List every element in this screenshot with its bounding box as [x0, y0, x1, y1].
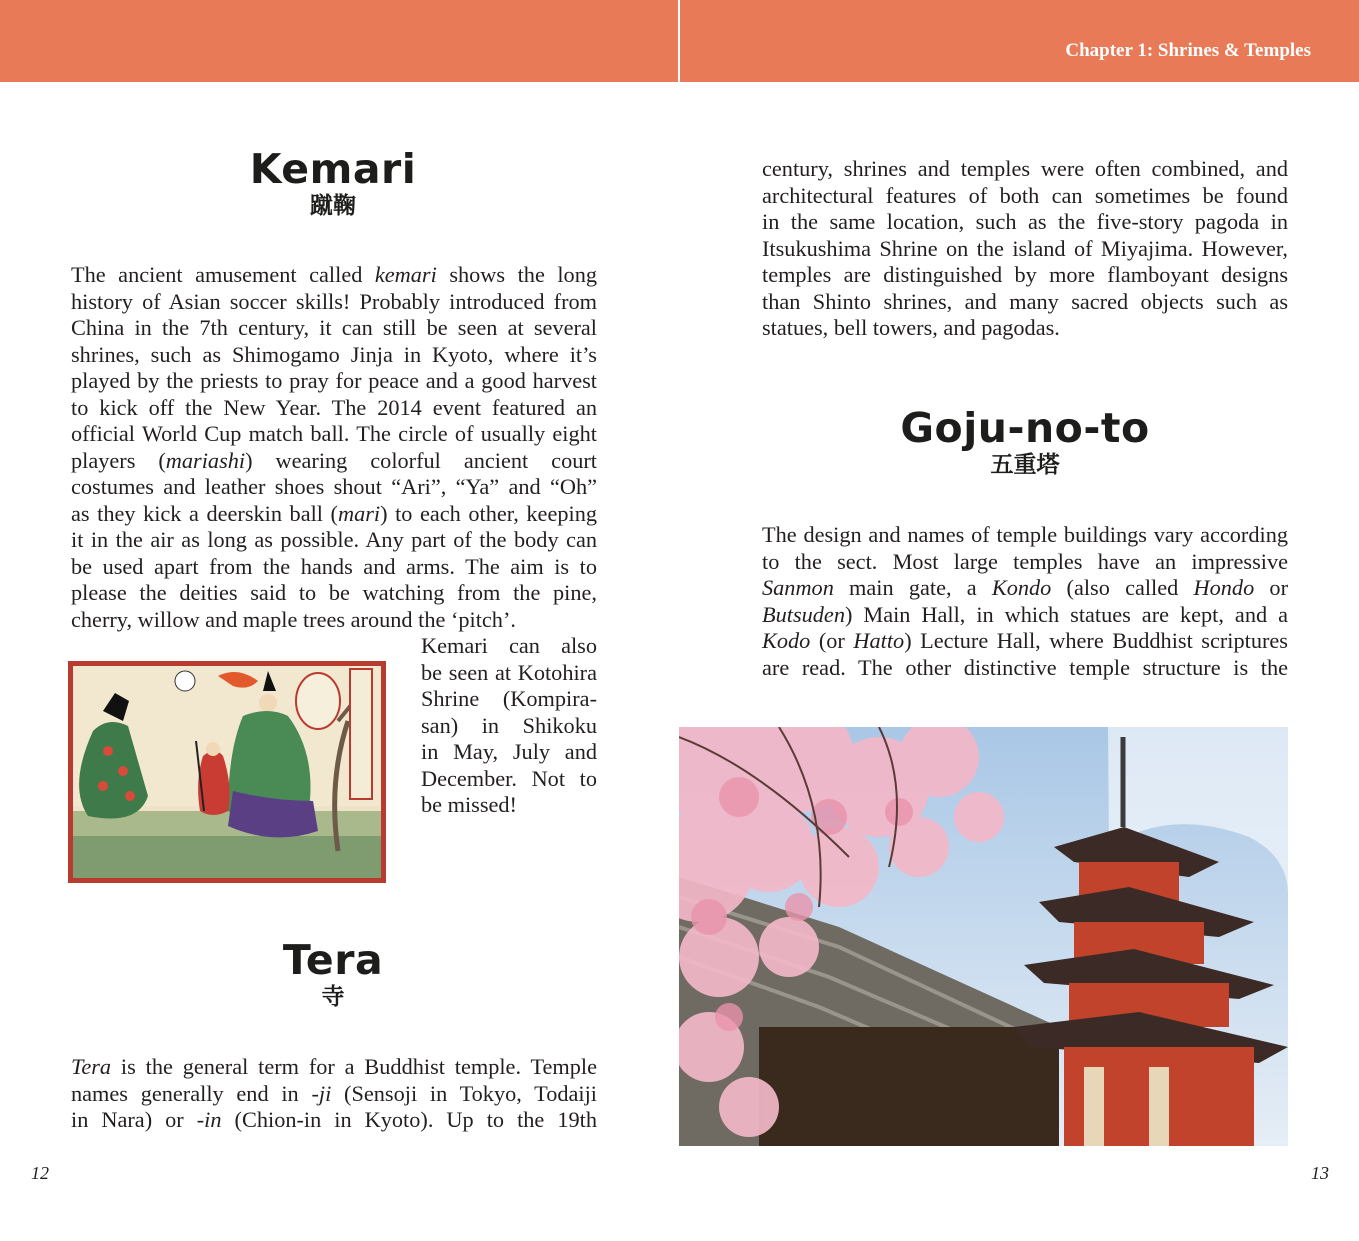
tera-heading: [168, 937, 498, 1011]
kemari-heading: [168, 146, 498, 220]
text-line: Kodo (or Hatto) Lecture Hall, where Buddhist scriptures: [762, 628, 1288, 653]
continued-paragraph: [762, 156, 1288, 342]
text-line: as they kick a deerskin ball (mari) to each other, keeping: [71, 500, 597, 526]
text-line: shrines, such as Shimogamo Jinja in Kyoto, where it’s: [71, 341, 597, 367]
text-line: century, shrines and temples were often combined, and: [762, 156, 1288, 181]
text-line: official World Cup match ball. The circle of usually eight: [71, 421, 597, 446]
tera-body: [71, 1054, 597, 1134]
tera-paragraph: [71, 1054, 597, 1134]
text-line: architectural features of both can sometimes be found: [762, 182, 1288, 208]
text-line: to the sect. Most large temples have an impressive: [762, 548, 1288, 574]
text-line: history of Asian soccer skills! Probably introduced from: [71, 288, 597, 314]
continued-body: [762, 156, 1288, 342]
text-line: China in the 7th century, it can still be seen at several: [71, 315, 597, 340]
text-line: please the deities said to be watching from the pine,: [71, 580, 597, 605]
text-line: played by the priests to pray for peace and a good harvest: [71, 368, 597, 393]
gojunoto-heading: [860, 405, 1190, 479]
text-line: The design and names of temple buildings vary according: [762, 522, 1288, 547]
text-line: than Shinto shrines, and many sacred objects such as: [762, 288, 1288, 314]
gojunoto-kanji: 五重塔: [990, 452, 1060, 478]
text-line: The ancient amusement called kemari shows the long: [71, 262, 598, 287]
pagoda-photo: [679, 727, 1288, 1146]
page-number-left: 12: [31, 1163, 49, 1183]
text-line: players (mariashi) wearing colorful ancient court: [71, 447, 597, 473]
gojunoto-body: [762, 522, 1288, 681]
text-line: be used apart from the hands and arms. The aim is to: [71, 553, 597, 579]
kemari-kanji: 蹴鞠: [310, 193, 356, 219]
text-line: in May, July and: [421, 739, 597, 764]
text-line: cherry, willow and maple trees around the ‘pitch’.: [71, 606, 516, 632]
text-line: Butsuden) Main Hall, in which statues are kept, and a: [762, 601, 1288, 627]
kemari-side-text: [421, 633, 597, 819]
text-line: temples are distinguished by more flamboyant designs: [762, 262, 1288, 287]
text-line: Tera is the general term for a Buddhist temple. Temple: [71, 1054, 597, 1079]
text-line: it in the air as long as possible. Any part of the body can: [71, 527, 597, 552]
text-line: Kemari can also: [421, 633, 597, 658]
gojunoto-title: Goju-no-to: [900, 404, 1150, 452]
page-number-right: 13: [1311, 1163, 1329, 1183]
text-line: be seen at Kotohira: [421, 659, 597, 685]
gojunoto-paragraph: [762, 522, 1288, 681]
kemari-side-paragraph: [421, 633, 597, 819]
tera-kanji: 寺: [321, 984, 345, 1010]
chapter-title: Chapter 1: Shrines & Temples: [1065, 40, 1311, 61]
text-line: san) in Shikoku: [421, 712, 597, 738]
text-line: statues, bell towers, and pagodas.: [762, 315, 1060, 340]
text-line: to kick off the New Year. The 2014 event featured an: [71, 394, 597, 420]
text-line: Shrine (Kompira-: [421, 686, 597, 711]
text-line: names generally end in -ji (Sensoji in Tokyo, Todaiji: [71, 1080, 597, 1106]
text-line: December. Not to: [421, 765, 597, 791]
text-line: be missed!: [421, 792, 517, 817]
text-line: in the same location, such as the five-story pagoda in: [762, 209, 1288, 234]
kemari-title: Kemari: [249, 145, 417, 193]
kemari-ukiyoe-image: [68, 661, 386, 883]
kemari-body: [71, 262, 597, 633]
header-band-left: [0, 0, 678, 82]
tera-title: Tera: [282, 936, 384, 984]
kemari-paragraph: [71, 262, 597, 633]
text-line: Itsukushima Shrine on the island of Miyajima. However,: [762, 235, 1288, 261]
text-line: costumes and leather shoes shout “Ari”, “Ya” and “Oh”: [71, 474, 597, 499]
text-line: Sanmon main gate, a Kondo (also called Hondo or: [762, 575, 1288, 600]
text-line: in Nara) or -in (Chion-in in Kyoto). Up to the 19th: [71, 1107, 597, 1132]
text-line: are read. The other distinctive temple structure is the: [762, 654, 1288, 680]
